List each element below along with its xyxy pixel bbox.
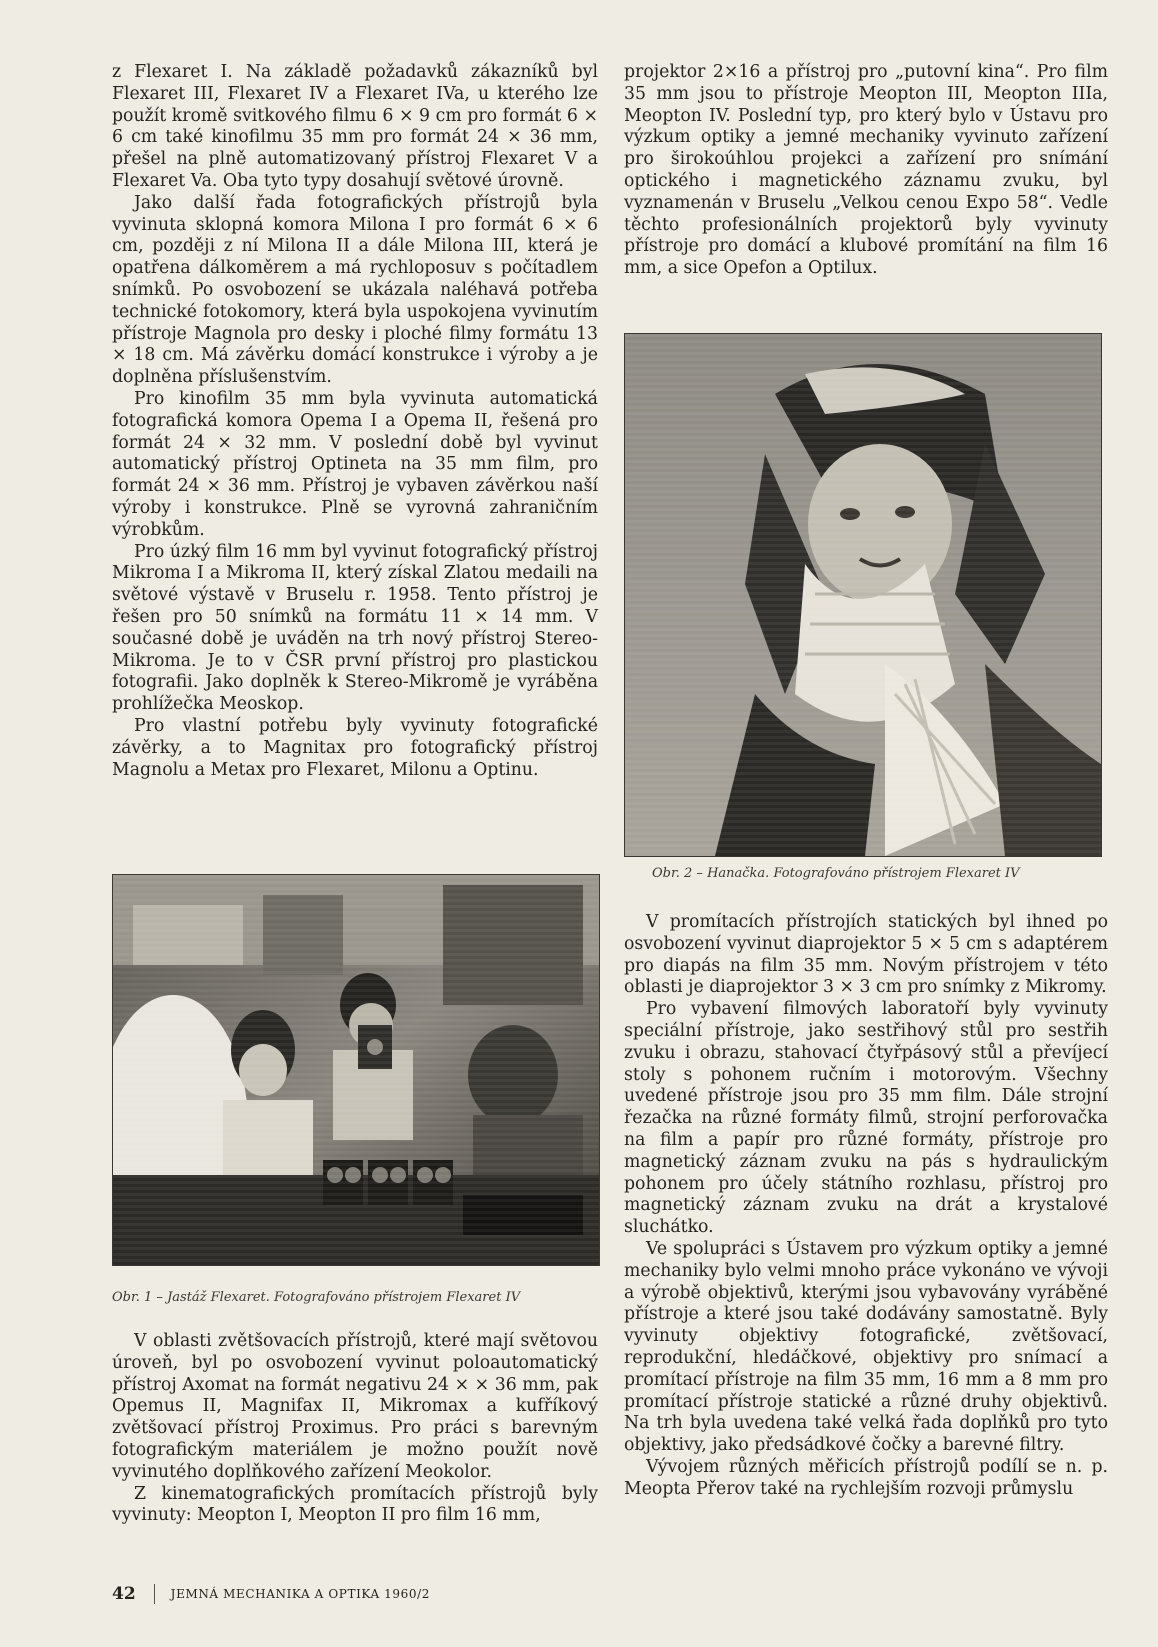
paragraph: z Flexaret I. Na základě požadavků zákazníků byl Flexaret III, Flexaret IV a Flexaret IVa, u kterého lze použít kromě svitkového filmu 6 × 9 cm pro formát 6 × 6 cm také kinofilmu 35 mm pro formát 24 × 36 mm, přešel na plně automatizovaný přístroj Flexaret V a Flexaret Va. Oba tyto typy dosahují světové úrovně. (112, 62, 598, 191)
figure-2-photo (624, 333, 1102, 857)
left-column-bottom (112, 1331, 598, 1527)
paragraph: Pro vlastní potřebu byly vyvinuty fotografické závěrky, a to Magnitax pro fotografický přístroj Magnolu a Metax pro Flexaret, Milonu a Optinu. (112, 715, 598, 780)
portrait-photo-illustration (625, 334, 1101, 856)
figure-2-caption: Obr. 2 – Hanačka. Fotografováno přístrojem Flexaret IV (652, 866, 1020, 881)
journal-name: JEMNÁ MECHANIKA A OPTIKA 1960/2 (170, 1587, 430, 1601)
workshop-photo-illustration (113, 875, 599, 1265)
figure-1-photo (112, 874, 600, 1266)
paragraph: Jako další řada fotografických přístrojů byla vyvinuta sklopná komora Milona I pro formát 6 × 6 cm, později z ní Milona II a dále Milona III, která je opatřena dálkoměrem a má rychloposuv s počítadlem snímků. Po osvobození se ukázala naléhavá potřeba technické fotokomory, která byla uspokojena vyvinutím přístroje Magnola pro desky i ploché filmy formátu 13 × 18 cm. Má závěrku domácí konstrukce i výroby a je doplněna příslušenstvím. (112, 192, 598, 388)
paragraph: projektor 2×16 a přístroj pro „putovní kina“. Pro film 35 mm jsou to přístroje Meopton III, Meopton IIIa, Meopton IV. Poslední typ, pro který bylo v Ústavu pro výzkum optiky a jemné mechaniky vyvinuto zařízení pro širokoúhlou projekci a zařízení pro snímání optického i magnetického záznamu zvuku, byl vyznamenán v Bruselu „Velkou cenou Expo 58“. Vedle těchto profesionálních projektorů byly vyvinuty přístroje pro domácí a klubové promítání na film 16 mm, a sice Opefon a Optilux. (624, 62, 1108, 279)
page-footer (112, 1584, 430, 1604)
right-column-top (624, 62, 1108, 280)
paragraph: Pro úzký film 16 mm byl vyvinut fotografický přístroj Mikroma I a Mikroma II, který získal Zlatou medaili na světové výstavě v Bruselu r. 1958. Tento přístroj je řešen pro 50 snímků na formátu 11 × 14 mm. V současné době je uváděn na trh nový přístroj Stereo-Mikroma. Je to v ČSR první přístroj pro plastickou fotografii. Jako doplněk k Stereo-Mikromě je vyráběna prohlížečka Meoskop. (112, 541, 598, 715)
right-column-bottom (624, 912, 1108, 1501)
figure-1-caption: Obr. 1 – Jastáž Flexaret. Fotografováno přístrojem Flexaret IV (112, 1290, 521, 1305)
page-number: 42 (112, 1584, 136, 1604)
paragraph: Pro vybavení filmových laboratoří byly vyvinuty speciální přístroje, jako sestřihový stůl pro sestřih zvuku i obrazu, stahovací čtyřpásový stůl a převíjecí stoly s pohonem ručním i motorovým. Všechny uvedené přístroje jsou pro 35 mm film. Dále strojní řezačka na různé formáty filmů, strojní perforovačka na film a papír pro různé formáty, přístroje pro magnetický záznam zvuku na pás s hydraulickým pohonem pro účely státního rozhlasu, přístroj pro magnetický záznam zvuku na drát a krystalové sluchátko. (624, 999, 1108, 1238)
paragraph: V oblasti zvětšovacích přístrojů, které mají světovou úroveň, byl po osvobození vyvinut poloautomatický přístroj Axomat na formát negativu 24 × × 36 mm, pak Opemus II, Magnifax II, Mikromax a kufříkový zvětšovací přístroj Proximus. Pro práci s barevným fotografickým materiálem je možno použít nově vyvinutého doplňkového zařízení Meokolor. (112, 1331, 598, 1482)
footer-divider (154, 1584, 155, 1604)
paragraph: Vývojem různých měřicích přístrojů podílí se n. p. Meopta Přerov také na rychlejším rozvoji průmyslu (624, 1456, 1108, 1499)
paragraph: Pro kinofilm 35 mm byla vyvinuta automatická fotografická komora Opema I a Opema II, řešená pro formát 24 × 32 mm. V poslední době byl vyvinut automatický přístroj Optineta na 35 mm film, pro formát 24 × 36 mm. Přístroj je vybaven závěrkou naší výroby i konstrukce. Plně se vyrovná zahraničním výrobkům. (112, 388, 598, 540)
paragraph: Z kinematografických promítacích přístrojů byly vyvinuty: Meopton I, Meopton II pro film 16 mm, (112, 1483, 598, 1526)
left-column-top (112, 62, 598, 781)
paragraph: Ve spolupráci s Ústavem pro výzkum optiky a jemné mechaniky bylo velmi mnoho práce vykonáno ve vývoji a výrobě objektivů, kterými jsou vybavovány vyráběné přístroje a které jsou také dodávány samostatně. Byly vyvinuty objektivy fotografické, zvětšovací, reprodukční, hledáčkové, objektivy pro snímací a promítací přístroje na film 35 mm, 16 mm a 8 mm pro promítací přístroje statické a různé druhy objektivů. Na trh byla uvedena také velká řada doplňků pro tyto objektivy, jako předsádkové čočky a barevné filtry. (624, 1238, 1108, 1456)
paragraph: V promítacích přístrojích statických byl ihned po osvobození vyvinut diaprojektor 5 × 5 cm s adaptérem pro diapás na film 35 mm. Novým přístrojem v této oblasti je diaprojektor 3 × 3 cm pro snímky z Mikromy. (624, 912, 1108, 998)
